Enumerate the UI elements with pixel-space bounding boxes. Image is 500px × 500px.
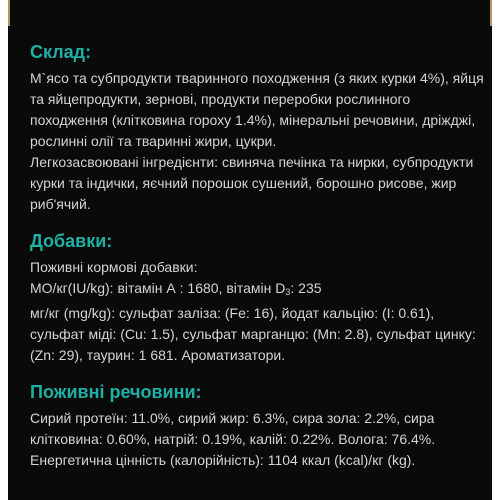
additives-section (30, 229, 488, 366)
label-panel (8, 0, 492, 500)
nutrients-heading: Поживні речовини: (30, 382, 202, 402)
composition-section (30, 40, 488, 215)
additives-intro: Поживні кормові добавки: (30, 259, 198, 275)
accent-line-right (490, 0, 492, 26)
digestible-ingredients-text: Легкозасвоювані інгредієнти: свиняча печінка та нирки, субпродукти курки та індички, яєчний порошок сушений, борошно рисове, жир риб'ячий. (30, 154, 474, 212)
vitamins-text: МО/кг(IU/kg): вітамін А : 1680, вітамін D (30, 280, 286, 296)
energy-text: Енергетична цінність (калорійність): 1104 ккал (kcal)/кг (kg). (30, 452, 416, 468)
label-content (30, 40, 488, 485)
nutrients-section (30, 380, 488, 471)
minerals-text: мг/кг (mg/kg): сульфат заліза: (Fe: 16), йодат кальцію: (I: 0.61), сульфат міді: (Cu: 1.5), сульфат марганцю: (Mn: 2.8), сульфат цинку: (Zn: 29), таурин: 1 681. Ароматизатори. (30, 305, 476, 363)
vitamin-d-value: : 235 (290, 280, 322, 296)
additives-heading: Добавки: (30, 231, 113, 251)
composition-heading: Склад: (30, 42, 92, 62)
vitamin-d-subscript: 3 (285, 287, 291, 297)
accent-line-left (8, 0, 10, 26)
composition-text: М`ясо та субпродукти тваринного походження (з яких курки 4%), яйця та яйцепродукти, зернові, продукти переробки рослинного походження (клітковина гороху 1.4%), мінеральні речовини, дріжджі, рослинні олії та тваринні жири, цукри. (30, 70, 484, 149)
analysis-text: Сирий протеїн: 11.0%, сирий жир: 6.3%, сира зола: 2.2%, сира клітковина: 0.60%, натрій: 0.19%, калій: 0.22%. Волога: 76.4%. (30, 410, 436, 447)
vitamins-line (30, 278, 488, 303)
